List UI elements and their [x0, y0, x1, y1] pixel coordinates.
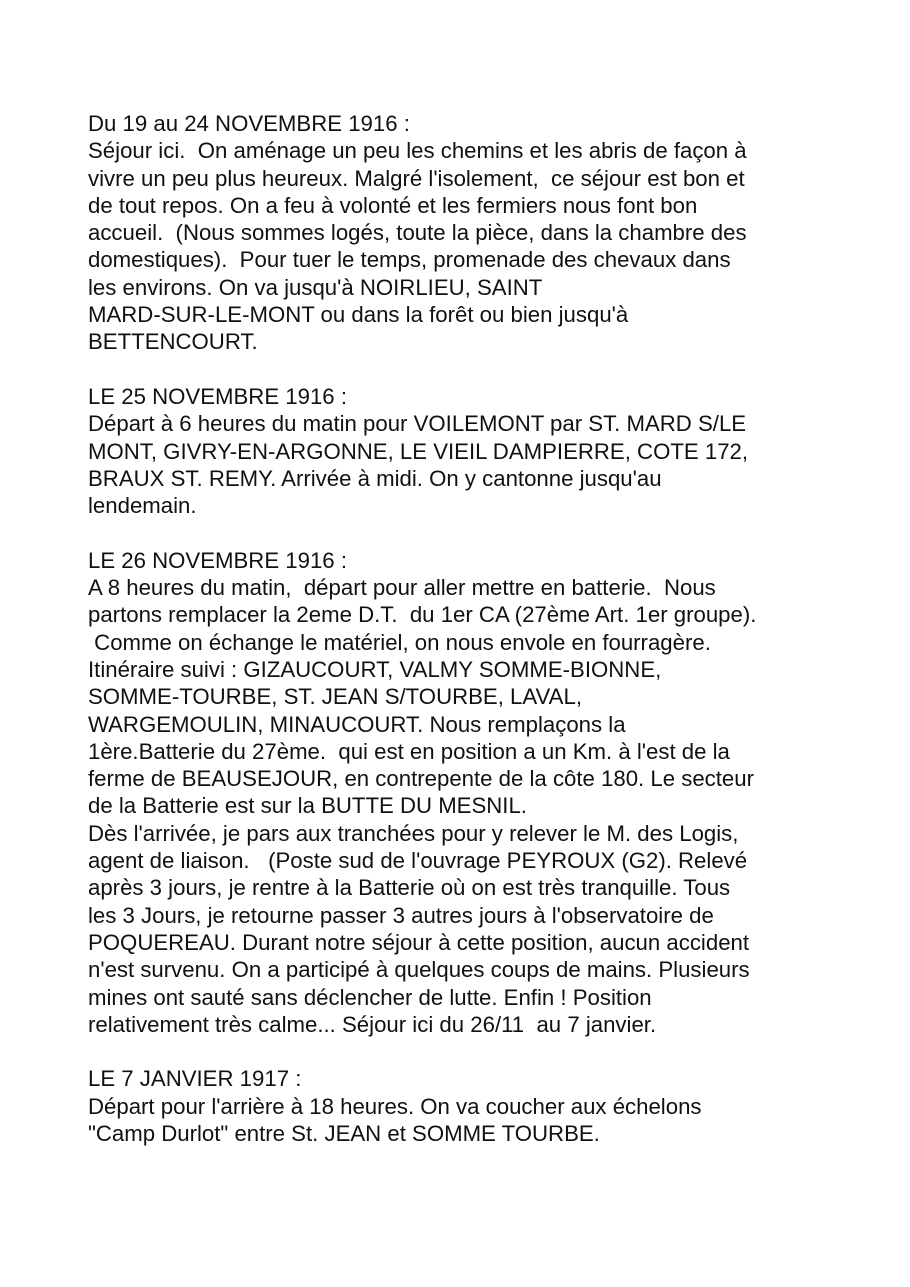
entry-heading: LE 26 NOVEMBRE 1916 : — [88, 547, 347, 573]
text-line: 1ère.Batterie du 27ème. qui est en position a un Km. à l'est de la — [88, 738, 730, 764]
entry-heading: LE 25 NOVEMBRE 1916 : — [88, 383, 347, 409]
text-line: les 3 Jours, je retourne passer 3 autres jours à l'observatoire de — [88, 902, 714, 928]
text-line: Comme on échange le matériel, on nous envole en fourragère. — [88, 629, 711, 655]
text-line: Itinéraire suivi : GIZAUCOURT, VALMY SOMME-BIONNE, — [88, 656, 662, 682]
text-line: accueil. (Nous sommes logés, toute la pièce, dans la chambre des — [88, 220, 747, 246]
text-line: de tout repos. On a feu à volonté et les fermiers nous font bon — [88, 192, 698, 218]
diary-entry-nov-26 — [88, 547, 848, 1038]
text-line: Séjour ici. On aménage un peu les chemins et les abris de façon à — [88, 138, 747, 164]
text-line: Dès l'arrivée, je pars aux tranchées pour y relever le M. des Logis, — [88, 820, 739, 846]
diary-entry-nov-19-24 — [88, 110, 848, 356]
text-line: MARD-SUR-LE-MONT ou dans la forêt ou bien jusqu'à — [88, 302, 629, 328]
text-line: mines ont sauté sans déclencher de lutte. Enfin ! Position — [88, 984, 652, 1010]
diary-entry-nov-25 — [88, 383, 848, 519]
text-line: vivre un peu plus heureux. Malgré l'isolement, ce séjour est bon et — [88, 165, 745, 191]
text-line: lendemain. — [88, 493, 197, 519]
text-line: BETTENCOURT. — [88, 329, 258, 355]
text-line: relativement très calme... Séjour ici du 26/11 au 7 janvier. — [88, 1011, 657, 1037]
text-line: BRAUX ST. REMY. Arrivée à midi. On y cantonne jusqu'au — [88, 465, 662, 491]
text-line: domestiques). Pour tuer le temps, promenade des chevaux dans — [88, 247, 731, 273]
diary-entry-jan-7 — [88, 1065, 848, 1147]
text-line: MONT, GIVRY-EN-ARGONNE, LE VIEIL DAMPIERRE, COTE 172, — [88, 438, 749, 464]
text-line: A 8 heures du matin, départ pour aller mettre en batterie. Nous — [88, 575, 716, 601]
text-line: après 3 jours, je rentre à la Batterie où on est très tranquille. Tous — [88, 875, 731, 901]
text-line: POQUEREAU. Durant notre séjour à cette position, aucun accident — [88, 929, 750, 955]
entry-heading: LE 7 JANVIER 1917 : — [88, 1066, 302, 1092]
text-line: Départ à 6 heures du matin pour VOILEMONT par ST. MARD S/LE — [88, 411, 747, 437]
text-line: WARGEMOULIN, MINAUCOURT. Nous remplaçons la — [88, 711, 626, 737]
text-line: SOMME-TOURBE, ST. JEAN S/TOURBE, LAVAL, — [88, 684, 582, 710]
text-line: Départ pour l'arrière à 18 heures. On va coucher aux échelons — [88, 1093, 702, 1119]
entry-heading: Du 19 au 24 NOVEMBRE 1916 : — [88, 111, 410, 136]
text-line: "Camp Durlot" entre St. JEAN et SOMME TOURBE. — [88, 1120, 600, 1146]
text-line: partons remplacer la 2eme D.T. du 1er CA (27ème Art. 1er groupe). — [88, 602, 757, 628]
text-line: agent de liaison. (Poste sud de l'ouvrage PEYROUX (G2). Relevé — [88, 848, 748, 874]
document-page — [88, 110, 848, 1175]
text-line: de la Batterie est sur la BUTTE DU MESNIL. — [88, 793, 527, 819]
text-line: les environs. On va jusqu'à NOIRLIEU, SAINT — [88, 274, 543, 300]
text-line: ferme de BEAUSEJOUR, en contrepente de la côte 180. Le secteur — [88, 766, 754, 792]
text-line: n'est survenu. On a participé à quelques coups de mains. Plusieurs — [88, 957, 750, 983]
